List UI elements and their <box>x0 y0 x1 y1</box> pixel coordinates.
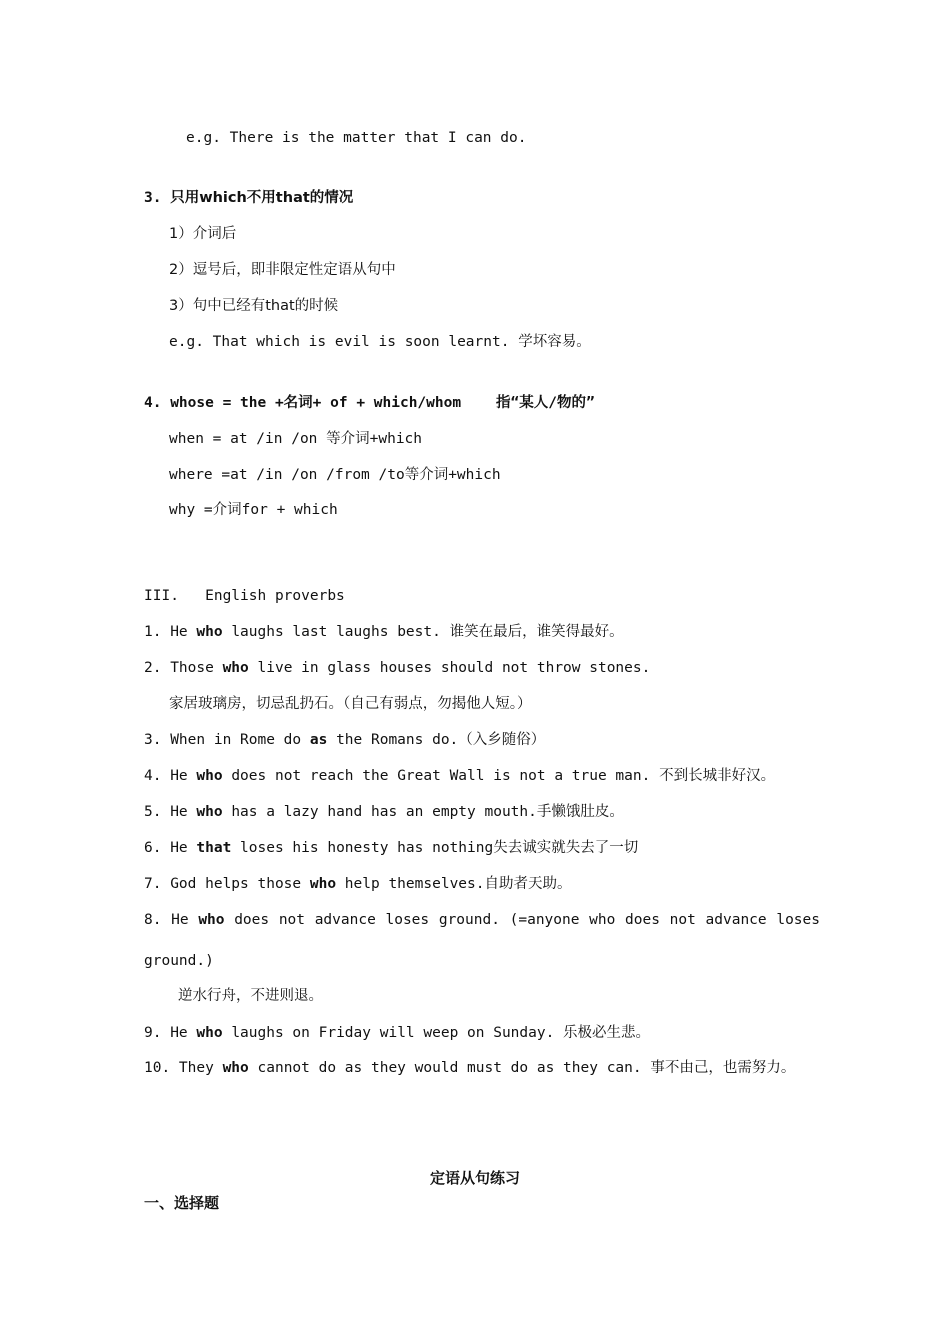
proverb-translation: 逆水行舟，不进则退。 <box>178 988 323 1004</box>
list-item: 2）逗号后，即非限定性定语从句中 <box>169 262 396 278</box>
practice-subheading: 一、选择题 <box>144 1194 220 1212</box>
proverb-item: 8. He who does not advance loses ground. (=anyone who does not advance loses <box>144 912 820 928</box>
proverb-item: 6. He that loses his honesty has nothing失去诚实就失去了一切 <box>144 840 639 856</box>
proverb-continuation: ground.) <box>144 953 214 969</box>
list-item: where =at /in /on /from /to等介词+which <box>169 467 501 483</box>
proverb-item: 4. He who does not reach the Great Wall is not a true man. 不到长城非好汉。 <box>144 768 776 784</box>
proverb-item: 7. God helps those who help themselves.自助者天助。 <box>144 876 572 892</box>
practice-title: 定语从句练习 <box>429 1169 520 1187</box>
proverb-item: 5. He who has a lazy hand has an empty mouth.手懒饿肚皮。 <box>144 804 624 820</box>
proverb-item: 9. He who laughs on Friday will weep on Sunday. 乐极必生悲。 <box>144 1025 651 1041</box>
proverbs-heading: III. English proverbs <box>144 588 345 604</box>
list-item: why =介词for + which <box>169 502 338 518</box>
proverb-item: 10. They who cannot do as they would must do as they can. 事不由己，也需努力。 <box>144 1060 796 1076</box>
example-sentence: e.g. That which is evil is soon learnt. 学坏容易。 <box>169 334 591 350</box>
list-item: 3）句中已经有that的时候 <box>169 298 339 314</box>
section-4-heading: 4. whose = the +名词+ of + which/whom 指“某人/物的” <box>144 395 595 411</box>
proverb-translation: 家居玻璃房，切忌乱扔石。（自己有弱点，勿揭他人短。） <box>169 696 532 712</box>
section-3-heading <box>144 188 353 208</box>
proverb-item: 2. Those who live in glass houses should not throw stones. <box>144 660 651 676</box>
proverb-item: 3. When in Rome do as the Romans do.（入乡随俗） <box>144 732 546 748</box>
list-item: when = at /in /on 等介词+which <box>169 431 423 447</box>
proverb-item: 1. He who laughs last laughs best. 谁笑在最后，谁笑得最好。 <box>144 624 624 640</box>
example-sentence: e.g. There is the matter that I can do. <box>186 130 527 146</box>
list-item: 1）介词后 <box>169 226 237 242</box>
section-3-title: 只用which不用that的情况 <box>170 190 354 206</box>
section-3-number: 3. <box>144 190 162 206</box>
